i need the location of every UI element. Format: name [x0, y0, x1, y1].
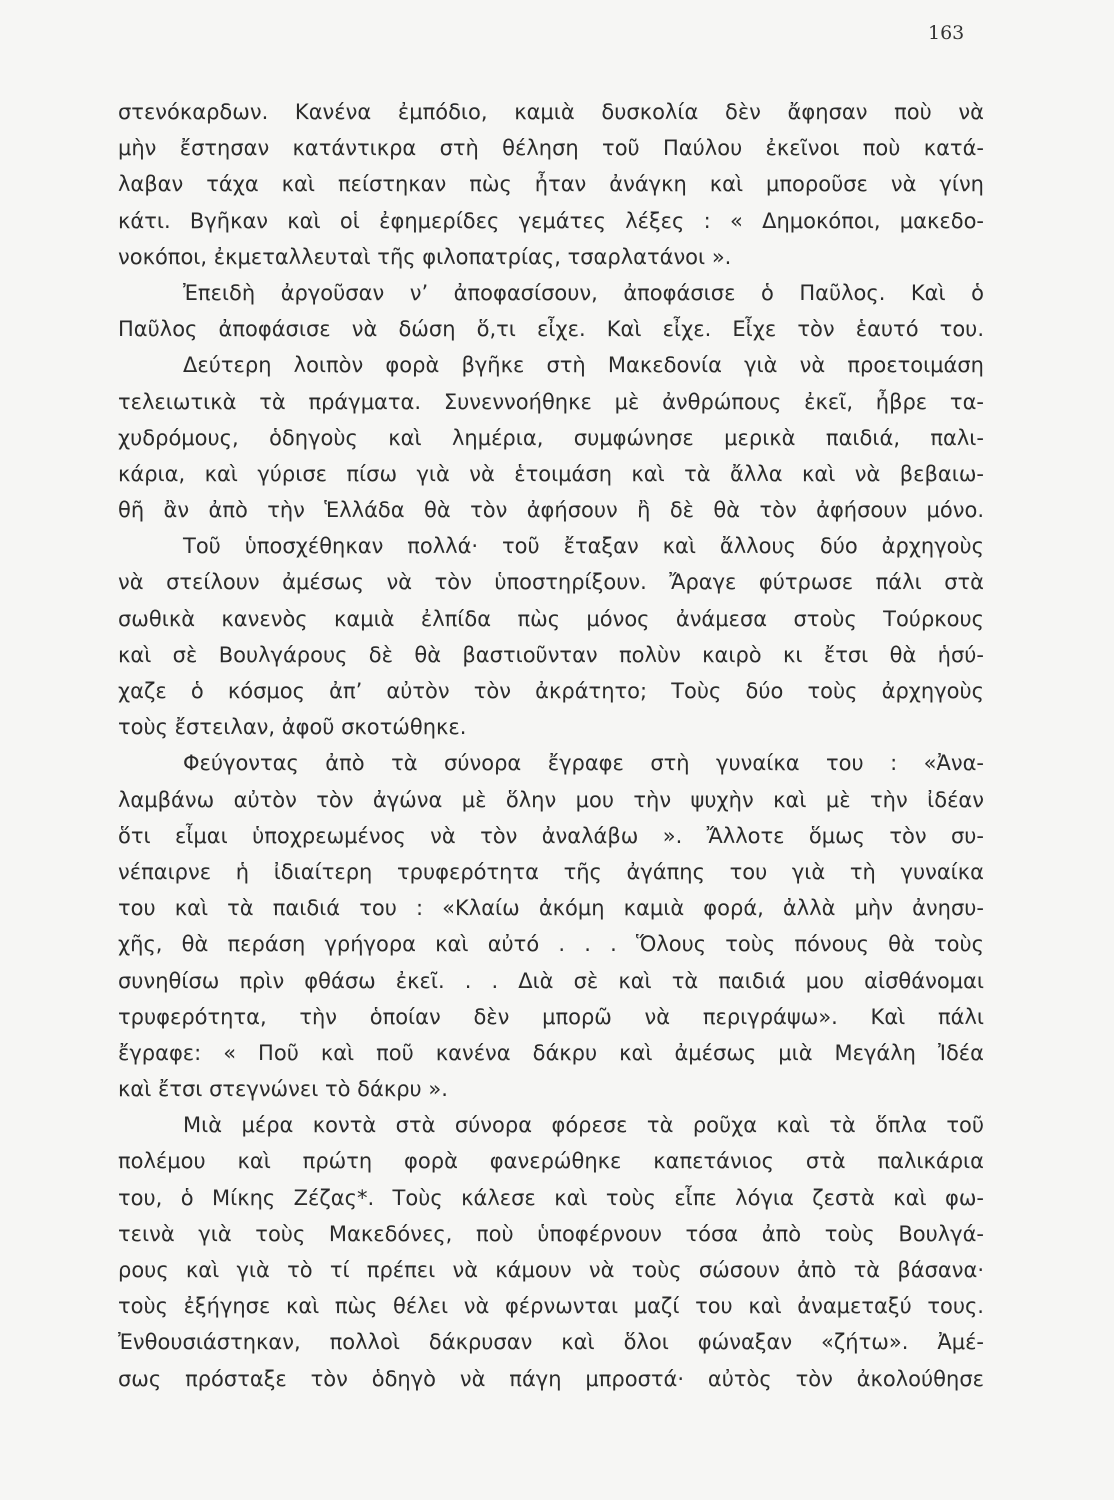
text-line: κάτι. Βγῆκαν καὶ οἱ ἐφημερίδες γεμάτες λέξες : « Δημοκόποι, μακεδο- [118, 208, 984, 233]
text-line: τεινὰ γιὰ τοὺς Μακεδόνες, ποὺ ὑποφέρνουν τόσα ἀπὸ τοὺς Βουλγά- [118, 1221, 984, 1246]
text-line: του καὶ τὰ παιδιά του : «Κλαίω ἀκόμη καμιὰ φορά, ἀλλὰ μὴν ἀνησυ- [118, 896, 984, 921]
body-text [118, 94, 984, 1397]
text-line: Παῦλος ἀποφάσισε νὰ δώση ὅ,τι εἶχε. Καὶ εἶχε. Εἶχε τὸν ἑαυτό του. [118, 317, 984, 342]
text-line: καὶ ἔτσι στεγνώνει τὸ δάκρυ ». [118, 1077, 448, 1102]
text-line: λαμβάνω αὐτὸν τὸν ἀγώνα μὲ ὅλην μου τὴν ψυχὴν καὶ μὲ τὴν ἰδέαν [118, 787, 984, 812]
paragraph [118, 745, 984, 1107]
text-line: ὅτι εἶμαι ὑποχρεωμένος νὰ τὸν ἀναλάβω ». Ἄλλοτε ὅμως τὸν συ- [118, 823, 984, 848]
text-line: ρους καὶ γιὰ τὸ τί πρέπει νὰ κάμουν νὰ τοὺς σώσουν ἀπὸ τὰ βάσανα· [118, 1258, 984, 1282]
text-line: χαζε ὁ κόσμος ἀπ’ αὐτὸν τὸν ἀκράτητο; Τοὺς δύο τοὺς ἀρχηγοὺς [118, 679, 984, 703]
text-line: καὶ σὲ Βουλγάρους δὲ θὰ βαστιοῦνταν πολὺν καιρὸ κι ἔτσι θὰ ἡσύ- [118, 642, 984, 667]
text-line: νοκόποι, ἐκμεταλλευταὶ τῆς φιλοπατρίας, τσαρλατάνοι ». [118, 244, 732, 269]
text-line: Μιὰ μέρα κοντὰ στὰ σύνορα φόρεσε τὰ ροῦχα καὶ τὰ ὅπλα τοῦ [183, 1113, 984, 1138]
paragraph [118, 275, 984, 347]
text-line: πολέμου καὶ πρώτη φορὰ φανερώθηκε καπετάνιος στὰ παλικάρια [118, 1149, 984, 1174]
page-number: 163 [928, 22, 965, 44]
text-line: συνηθίσω πρὶν φθάσω ἐκεῖ. . . Διὰ σὲ καὶ τὰ παιδιά μου αἰσθάνομαι [118, 968, 984, 993]
text-line: λαβαν τάχα καὶ πείστηκαν πὼς ἦταν ἀνάγκη καὶ μποροῦσε νὰ γίνη [118, 172, 984, 197]
text-line: τοὺς ἔστειλαν, ἀφοῦ σκοτώθηκε. [118, 715, 467, 740]
text-line: του, ὁ Μίκης Ζέζας*. Τοὺς κάλεσε καὶ τοὺς εἶπε λόγια ζεστὰ καὶ φω- [118, 1185, 984, 1210]
text-line: Ἐπειδὴ ἀργοῦσαν ν’ ἀποφασίσουν, ἀποφάσισε ὁ Παῦλος. Καὶ ὁ [183, 280, 984, 305]
paragraph [118, 528, 984, 745]
text-line: τρυφερότητα, τὴν ὁποίαν δὲν μπορῶ νὰ περιγράψω». Καὶ πάλι [118, 1004, 984, 1029]
text-line: στενόκαρδων. Κανένα ἐμπόδιο, καμιὰ δυσκολία δὲν ἄφησαν ποὺ νὰ [118, 100, 984, 124]
text-line: σωθικὰ κανενὸς καμιὰ ἐλπίδα πὼς μόνος ἀνάμεσα στοὺς Τούρκους [118, 606, 984, 631]
text-line: χῆς, θὰ περάση γρήγορα καὶ αὐτό . . . Ὅλους τοὺς πόνους θὰ τοὺς [118, 932, 984, 957]
text-line: θῆ ἂν ἀπὸ τὴν Ἑλλάδα θὰ τὸν ἀφήσουν ἢ δὲ θὰ τὸν ἀφήσουν μόνο. [118, 498, 984, 523]
text-line: τοὺς ἐξήγησε καὶ πὼς θέλει νὰ φέρνωνται μαζί του καὶ ἀναμεταξύ τους. [118, 1294, 984, 1319]
text-line: τελειωτικὰ τὰ πράγματα. Συνεννοήθηκε μὲ ἀνθρώπους ἐκεῖ, ἦβρε τα- [118, 389, 984, 414]
text-line: χυδρόμους, ὁδηγοὺς καὶ λημέρια, συμφώνησε μερικὰ παιδιά, παλι- [118, 425, 984, 450]
text-line: Δεύτερη λοιπὸν φορὰ βγῆκε στὴ Μακεδονία γιὰ νὰ προετοιμάση [183, 353, 984, 378]
text-line: Τοῦ ὑποσχέθηκαν πολλά· τοῦ ἔταξαν καὶ ἄλλους δύο ἀρχηγοὺς [183, 534, 984, 559]
text-line: νὰ στείλουν ἀμέσως νὰ τὸν ὑποστηρίξουν. Ἄραγε φύτρωσε πάλι στὰ [118, 570, 984, 595]
text-line: μὴν ἔστησαν κατάντικρα στὴ θέληση τοῦ Παύλου ἐκεῖνοι ποὺ κατά- [118, 136, 984, 161]
text-line: σως πρόσταξε τὸν ὁδηγὸ νὰ πάγη μπροστά· αὐτὸς τὸν ἀκολούθησε [118, 1366, 984, 1391]
paragraph [118, 347, 984, 528]
text-line: Ἐνθουσιάστηκαν, πολλοὶ δάκρυσαν καὶ ὅλοι φώναξαν «ζήτω». Ἀμέ- [118, 1330, 984, 1355]
text-line: Φεύγοντας ἀπὸ τὰ σύνορα ἔγραφε στὴ γυναίκα του : «Ἀνα- [183, 751, 984, 776]
text-line: κάρια, καὶ γύρισε πίσω γιὰ νὰ ἑτοιμάση καὶ τὰ ἄλλα καὶ νὰ βεβαιω- [118, 461, 984, 486]
paragraph [118, 94, 984, 275]
text-line: ἔγραφε: « Ποῦ καὶ ποῦ κανένα δάκρυ καὶ ἀμέσως μιὰ Μεγάλη Ἰδέα [118, 1040, 984, 1065]
paragraph [118, 1107, 984, 1397]
text-line: νέπαιρνε ἡ ἰδιαίτερη τρυφερότητα τῆς ἀγάπης του γιὰ τὴ γυναίκα [118, 859, 984, 884]
